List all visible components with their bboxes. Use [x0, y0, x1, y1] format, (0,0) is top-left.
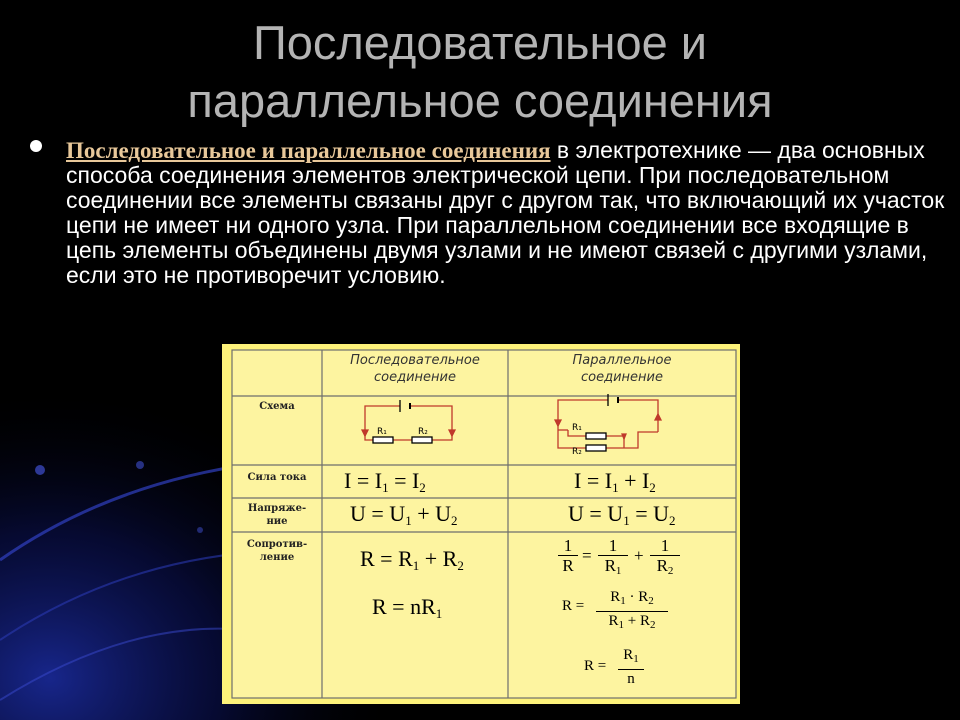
bullet-dot	[30, 140, 42, 152]
label-voltage: Напряже-ние	[247, 503, 307, 527]
comparison-table: R₁ R₂ R₁ R₂ Последовательное соединение Параллельное соединение Схема Сила тока Напряже-ние Сопротив-ление $I = I_1 = I_2$ $I = I_1 + I_2$ $U = U_1 + U_2$ $U = U_1 = U_2$ $R = R_1 + R_2$ $R = nR_1$ $\frac{1}{R}$ = $\frac{1}{R_1}$ + $\frac{1}{R_2}$ R = $\frac{R_1 \cdot R_2}{R_1 + R_2}$ R = $\frac{R_1}{n}$	[222, 344, 740, 704]
term-link[interactable]: Последовательное и параллельное соединения	[66, 138, 551, 163]
title-line-2: параллельное соединения	[187, 74, 773, 127]
title-line-1: Последовательное и	[252, 16, 708, 69]
parallel-r1-label: R₁	[572, 423, 582, 433]
label-current: Сила тока	[247, 472, 307, 483]
formula-series-resistance: $R = R_1 + R_2$	[360, 546, 464, 573]
formula-parallel-current: $I = I_1 + I_2$	[574, 468, 656, 495]
parallel-r2-label: R₂	[572, 447, 582, 457]
series-r1-label: R₁	[377, 427, 387, 437]
formula-series-current: $I = I_1 = I_2$	[344, 468, 426, 495]
label-scheme: Схема	[259, 401, 295, 412]
label-resistance: Сопротив-ление	[246, 539, 308, 563]
definition-text: в электротехнике — два основных способа соединения элементов электрической цепи. При последовательном соединении все элементы связаны друг с другом так, что включающий их участок цепи не имеет ни одного узла. При параллельном соединении все входящие в цепь элементы объединены двумя узлами и не имеют связей с другими узлами, если это не противоречит условию.	[66, 137, 945, 288]
header-series: Последовательное соединение	[350, 353, 480, 385]
formula-parallel-voltage: $U = U_1 = U_2$	[568, 501, 676, 528]
slide-title	[0, 14, 960, 130]
formula-series-voltage: $U = U_1 + U_2$	[350, 501, 458, 528]
header-parallel: Параллельное соединение	[572, 353, 672, 385]
definition-paragraph	[66, 138, 946, 288]
series-r2-label: R₂	[418, 427, 428, 437]
formula-series-resistance-n: $R = nR_1$	[372, 594, 443, 621]
